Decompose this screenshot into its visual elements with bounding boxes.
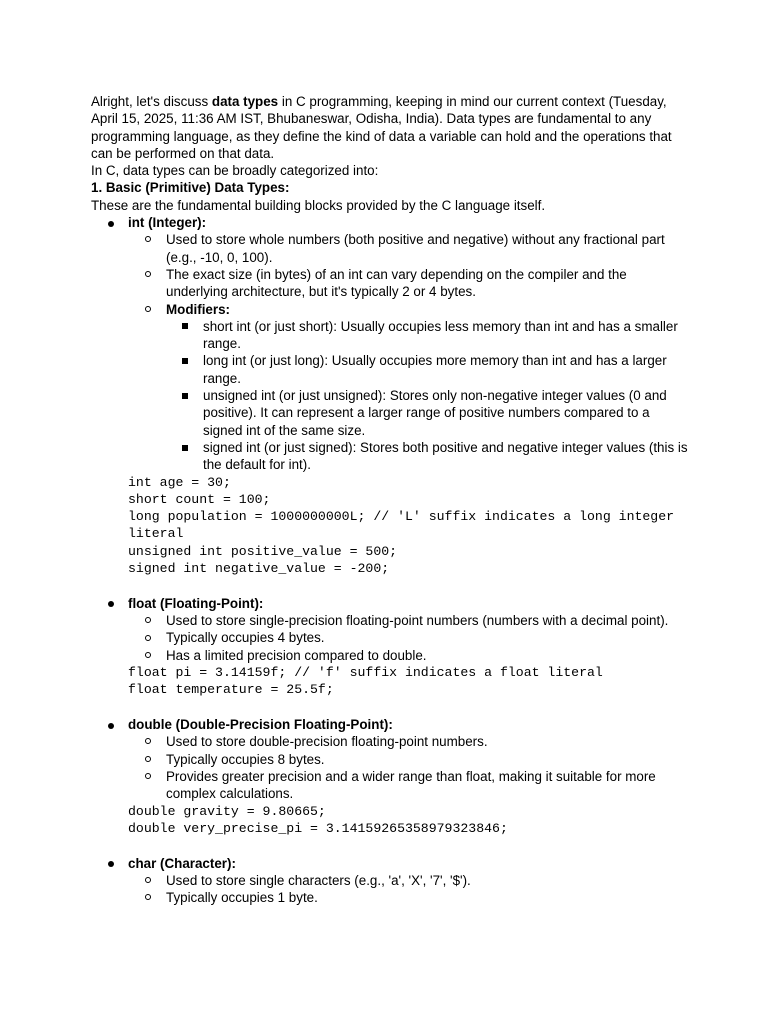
circle-bullet-icon (142, 647, 154, 664)
circle-bullet-icon (142, 751, 154, 768)
circle-bullet-icon (142, 629, 154, 646)
float-point-text: Has a limited precision compared to double. (166, 647, 427, 663)
list-item (91, 751, 691, 768)
circle-bullet-icon (142, 266, 154, 283)
modifier-text: long int (or just long): Usually occupies more memory than int and has a larger range. (203, 353, 667, 386)
modifier-text: unsigned int (or just unsigned): Stores only non-negative integer values (0 and positive). It can represent a larger range of positive numbers compared to a signed int of the same size. (203, 388, 667, 438)
list-item (91, 318, 691, 353)
section-description: These are the fundamental building blocks provided by the C language itself. (91, 197, 546, 213)
double-code-block (91, 803, 691, 838)
double-point-text: Provides greater precision and a wider range than float, making it suitable for more complex calculations. (166, 768, 656, 802)
code-line: unsigned int positive_value = 500; (128, 543, 398, 559)
code-line: int age = 30; (128, 474, 231, 490)
float-point-text: Typically occupies 4 bytes. (166, 630, 325, 646)
list-item (91, 733, 691, 750)
float-code-block (91, 664, 691, 699)
square-bullet-icon (179, 318, 191, 335)
square-bullet-icon (179, 439, 191, 456)
code-line: float pi = 3.14159f; // 'f' suffix indicates a float literal (128, 665, 603, 680)
modifier-text: signed int (or just signed): Stores both positive and negative integer values (this is the default for int). (203, 439, 688, 473)
list-item (91, 768, 691, 803)
code-line: float temperature = 25.5f; (128, 682, 334, 698)
section-heading (91, 179, 691, 196)
list-item (91, 439, 691, 474)
intro-text-continued: in C programming, keeping in mind our current context (Tuesday, April 15, 2025, 11:36 AM IST, Bhubaneswar, Odisha, India). Data types are fundamental to any programming language, as they define the kind of data a variable can hold and the operations that can be performed on that data. (91, 94, 672, 161)
list-item (91, 231, 691, 266)
list-item (91, 387, 691, 439)
square-bullet-icon (179, 352, 191, 369)
circle-bullet-icon (142, 733, 154, 750)
char-section (91, 855, 691, 907)
list-item-int (91, 214, 691, 231)
int-point-text: Used to store whole numbers (both positive and negative) without any fractional part (e.g., -10, 0, 100). (166, 232, 665, 265)
float-section (91, 595, 691, 664)
list-item (91, 872, 691, 889)
code-line: double very_precise_pi = 3.14159265358979323846; (128, 820, 508, 836)
float-point-text: Used to store single-precision floating-point numbers (numbers with a decimal point). (166, 613, 669, 629)
list-item (91, 352, 691, 387)
int-title: int (Integer): (128, 215, 207, 231)
list-item-float (91, 595, 691, 612)
bullet-icon (105, 214, 117, 231)
circle-bullet-icon (142, 872, 154, 889)
circle-bullet-icon (142, 768, 154, 785)
double-point-text: Typically occupies 8 bytes. (166, 751, 325, 767)
list-item (91, 889, 691, 906)
intro-text: Alright, let's discuss (91, 94, 212, 109)
double-title: double (Double-Precision Floating-Point): (128, 717, 393, 733)
circle-bullet-icon (142, 889, 154, 906)
modifier-text: short int (or just short): Usually occupies less memory than int and has a smaller range. (203, 318, 678, 352)
list-item (91, 266, 691, 301)
categories-intro: In C, data types can be broadly categorized into: (91, 163, 379, 179)
code-line: short count = 100; (128, 491, 271, 507)
list-item (91, 612, 691, 629)
code-line: double gravity = 9.80665; (128, 803, 326, 819)
bullet-icon (105, 716, 117, 733)
char-point-text: Used to store single characters (e.g., 'a', 'X', '7', '$'). (166, 872, 471, 888)
int-section (91, 214, 691, 473)
circle-bullet-icon (142, 231, 154, 248)
intro-bold-text: data types (211, 94, 279, 109)
char-point-text: Typically occupies 1 byte. (166, 890, 318, 906)
float-title: float (Floating-Point): (128, 595, 264, 611)
code-line: signed int negative_value = -200; (128, 561, 390, 577)
intro-paragraph (91, 93, 691, 162)
int-point-text: The exact size (in bytes) of an int can vary depending on the compiler and the underlying architecture, but it's typically 2 or 4 bytes. (166, 266, 627, 300)
modifiers-label: Modifiers: (166, 301, 230, 317)
double-point-text: Used to store double-precision floating-point numbers. (166, 734, 488, 750)
section-heading-text: 1. Basic (Primitive) Data Types: (91, 180, 290, 196)
double-section (91, 716, 691, 802)
circle-bullet-icon (142, 612, 154, 629)
list-item (91, 629, 691, 646)
list-item (91, 647, 691, 664)
list-item-double (91, 716, 691, 733)
code-line: long population = 1000000000L; // 'L' suffix indicates a long integer literal (128, 509, 682, 542)
document-body (91, 93, 691, 907)
list-item-char (91, 855, 691, 872)
bullet-icon (105, 855, 117, 872)
char-title: char (Character): (128, 855, 236, 871)
list-item-modifiers (91, 301, 691, 318)
bullet-icon (105, 595, 117, 612)
circle-bullet-icon (142, 301, 154, 318)
square-bullet-icon (179, 387, 191, 404)
int-code-block (91, 474, 691, 578)
